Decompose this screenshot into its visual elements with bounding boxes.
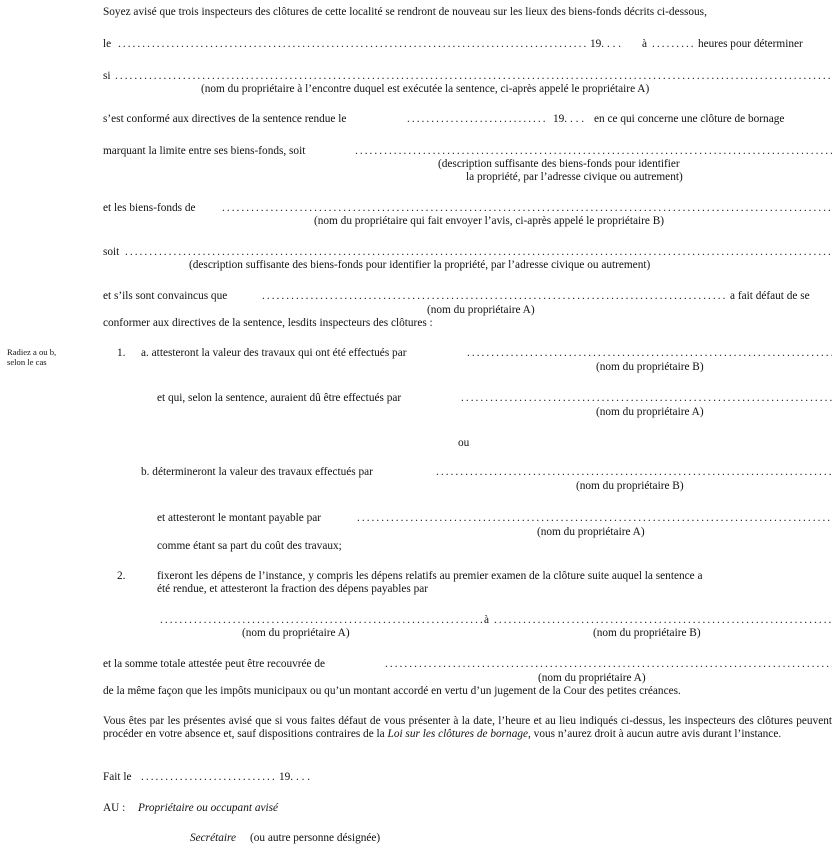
warning-paragraph [103, 715, 832, 741]
item-2-number: 2. [117, 570, 126, 582]
item-1-number: 1. [117, 347, 126, 359]
si-prefix: si [103, 70, 111, 82]
land-desc-field[interactable] [355, 145, 832, 158]
recipient-text [138, 802, 278, 815]
hour-field[interactable] [652, 38, 696, 51]
signed-date-field[interactable] [141, 771, 277, 784]
regarding-text: en ce qui concerne une clôture de bornage [594, 113, 785, 125]
designee-text: (ou autre personne désignée) [250, 832, 381, 844]
year-label: 19. . . . [590, 38, 622, 50]
conformed-text: s’est conformé aux directives de la sentence rendue le [103, 113, 347, 125]
item-b2-text: et attesteront le montant payable par [157, 512, 322, 524]
item-a-text: a. attesteront la valeur des travaux qui ont été effectués par [141, 347, 407, 359]
caption-owner-a-5: (nom du propriétaire A) [538, 672, 646, 684]
ou-text: ou [458, 437, 470, 449]
caption-owner-b-2: (nom du propriétaire B) [576, 480, 684, 492]
warning-part-1: Vous êtes par les présentes avisé que si vous faites défaut de vous présenter à la date, l’heure et au lieu indiqués ci-dessus, les inspecteurs des clôtures peuvent procéder en votre absence et, sauf dispositions contraires de la [103, 715, 832, 740]
caption-desc-1b: la propriété, par l’adresse civique ou autrement) [466, 171, 683, 183]
owner-a-field[interactable] [115, 70, 832, 83]
same-way-text: de la même façon que les impôts municipaux ou qu’un montant accordé en vertu d’un jugement de la Cour des petites créances. [103, 685, 681, 697]
date-field[interactable] [118, 38, 588, 51]
item-a2-text: et qui, selon la sentence, auraient dû être effectués par [157, 392, 402, 404]
soit-text: soit [103, 246, 120, 258]
caption-owner-a-1: (nom du propriétaire A) [427, 304, 535, 316]
item-2-line-1: fixeront les dépens de l’instance, y compris les dépens relatifs au premier examen de la clôture suite auquel la sentence a [157, 570, 703, 582]
convinced-text: et s’ils sont convaincus que [103, 290, 228, 302]
failed-text: a fait défaut de se [730, 290, 810, 302]
conform-text: conformer aux directives de la sentence, lesdits inspecteurs des clôtures : [103, 317, 433, 329]
caption-owner-a-4: (nom du propriétaire A) [242, 627, 350, 639]
side-note-line-2: selon le cas [7, 357, 47, 367]
owner-a-field-4[interactable] [357, 512, 832, 525]
heures-label: heures pour déterminer [698, 38, 803, 50]
caption-owner-b-3: (nom du propriétaire B) [593, 627, 701, 639]
caption-owner-a-2: (nom du propriétaire A) [596, 406, 704, 418]
share-text: comme étant sa part du coût des travaux; [157, 540, 342, 552]
owner-b-field[interactable] [222, 202, 832, 215]
recipient-italic: Propriétaire ou occupant avisé [138, 802, 279, 814]
law-title: Loi sur les clôtures de bornage [387, 728, 529, 740]
secretary-label [190, 832, 236, 845]
caption-owner-b: (nom du propriétaire qui fait envoyer l’avis, ci-après appelé le propriétaire B) [314, 215, 665, 227]
caption-owner-b-1: (nom du propriétaire B) [596, 361, 704, 373]
caption-owner-a-3: (nom du propriétaire A) [537, 526, 645, 538]
side-note-line-1: Radiez a ou b, [7, 347, 57, 357]
caption-owner-a: (nom du propriétaire à l’encontre duquel est exécutée la sentence, ci-après appelé le propriétaire A) [201, 83, 650, 95]
owner-b-field-3[interactable] [436, 466, 832, 479]
caption-desc-2: (description suffisante des biens-fonds pour identifier la propriété, par l’adresse civique ou autrement) [189, 259, 651, 271]
cost-owner-a-field[interactable] [160, 614, 482, 627]
warning-part-2: , vous n’aurez droit à aucun autre avis durant l’instance. [528, 728, 782, 740]
at-label: à [642, 38, 648, 50]
caption-desc-1a: (description suffisante des biens-fonds pour identifier [438, 158, 680, 170]
intro-text: Soyez avisé que trois inspecteurs des clôtures de cette localité se rendront de nouveau sur les lieux des biens-fonds décrits ci-dessous, [103, 6, 707, 18]
au-label: AU : [103, 802, 126, 814]
fait-le-label: Fait le [103, 771, 132, 783]
sentence-date-field[interactable] [407, 113, 545, 126]
marking-text: marquant la limite entre ses biens-fonds, soit [103, 145, 306, 157]
le-prefix: le [103, 38, 112, 50]
cost-owner-b-field[interactable] [494, 614, 832, 627]
item-2-line-2: été rendue, et attesteront la fraction des dépens payables par [157, 583, 429, 595]
owner-a-field-2[interactable] [262, 290, 728, 303]
year-label: 19. . . . [553, 113, 585, 125]
total-text: et la somme totale attestée peut être recouvrée de [103, 658, 326, 670]
recover-owner-field[interactable] [385, 658, 832, 671]
owner-a-field-3[interactable] [461, 392, 832, 405]
owner-b-field-2[interactable] [467, 347, 832, 360]
secretary-italic: Secrétaire [190, 832, 237, 844]
land-desc-2-field[interactable] [125, 246, 832, 259]
item-b-text: b. détermineront la valeur des travaux effectués par [141, 466, 373, 478]
lands-of-text: et les biens-fonds de [103, 202, 196, 214]
year-label: 19. . . . [279, 771, 311, 783]
cost-at-label: à [484, 614, 490, 626]
